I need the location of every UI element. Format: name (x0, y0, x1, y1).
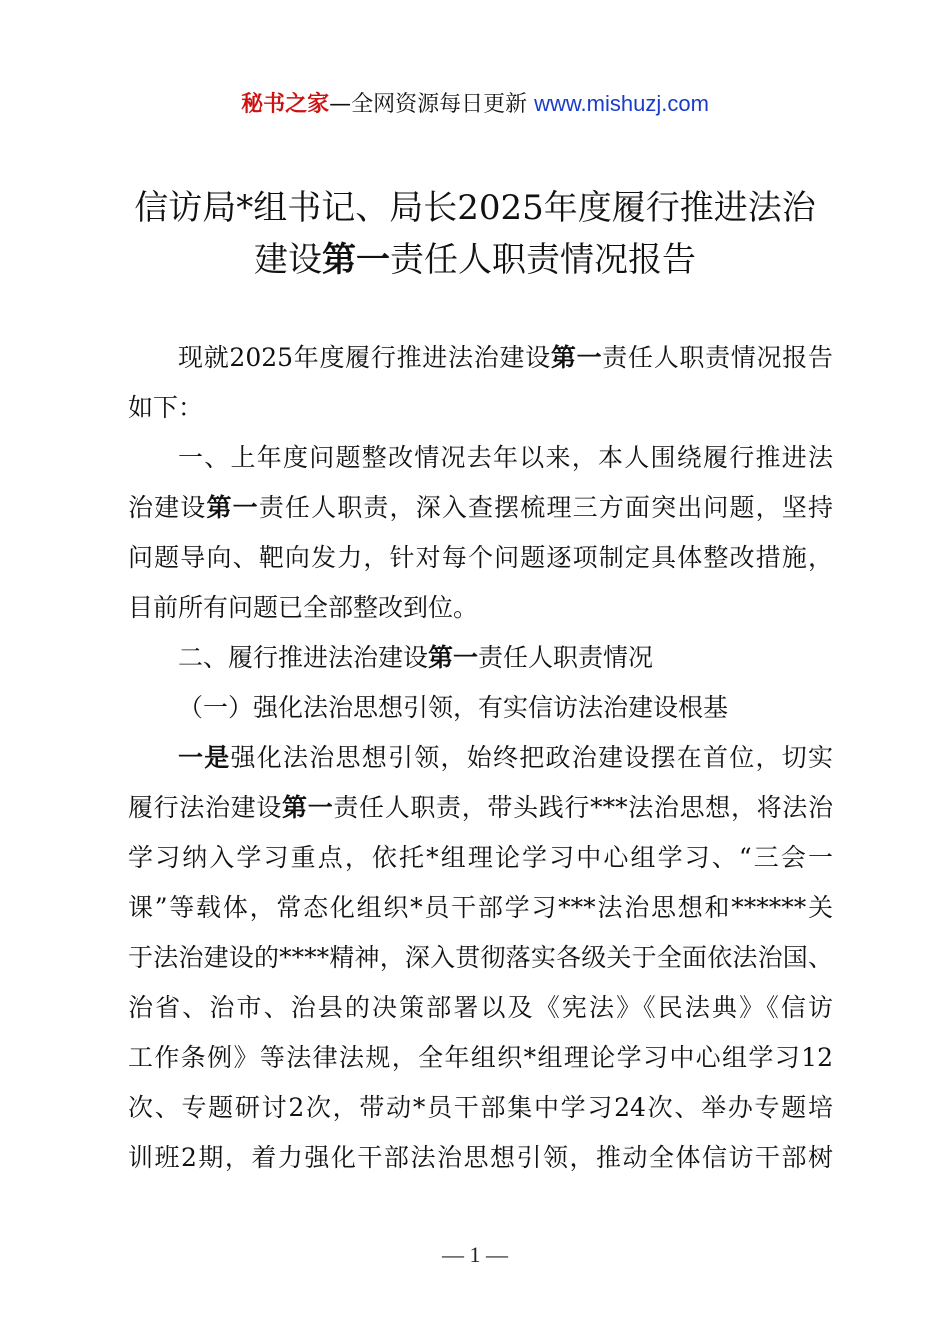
site-url-link[interactable]: www.mishuzj.com (534, 91, 709, 116)
title-line-2 (100, 234, 850, 286)
title-bold-text: 第一 (322, 240, 390, 280)
title-text: 建设 (254, 240, 322, 280)
document-title (100, 182, 850, 286)
document-body (128, 333, 833, 1183)
subsection1-heading: （一）强化法治思想引领，有实信访法治建设根基 (178, 693, 729, 722)
para1-line-8: 次、专题研讨2次，带动*员干部集中学习24次、举办专题培 (128, 1093, 833, 1122)
para1-line-1: 一是强化法治思想引领，始终把政治建设摆在首位，切实 (178, 743, 833, 772)
section1-line-4: 目前所有问题已全部整改到位。 (128, 593, 479, 622)
title-line-1: 信访局*组书记、局长2025年度履行推进法治 (134, 188, 816, 228)
title-text: 责任人职责情况报告 (390, 240, 696, 280)
para1-line-4: 课”等载体，常态化组织*员干部学习***法治思想和******关 (128, 893, 833, 922)
para1-line-9: 训班2期，着力强化干部法治思想引领，推动全体信访干部树 (128, 1143, 833, 1172)
site-brand: 秘书之家 (241, 92, 330, 117)
para1-line-3: 学习纳入学习重点，依托*组理论学习中心组学习、“三会一 (128, 843, 833, 872)
page-number: — 1 — (442, 1242, 508, 1267)
para1-line-6: 治省、治市、治县的决策部署以及《宪法》《民法典》《信访 (128, 993, 833, 1022)
site-tagline: —全网资源每日更新 (329, 92, 535, 117)
site-header (0, 88, 950, 121)
section1-line-1: 一、上年度问题整改情况去年以来，本人围绕履行推进法 (178, 443, 833, 472)
para1-line-5: 于法治建设的****精神，深入贯彻落实各级关于全面依法治国、 (128, 943, 833, 972)
section1-line-3: 问题导向、靶向发力，针对每个问题逐项制定具体整改措施， (128, 543, 833, 572)
para1-line-2: 履行法治建设第一责任人职责，带头践行***法治思想，将法治 (128, 793, 833, 822)
section2-heading: 二、履行推进法治建设第一责任人职责情况 (178, 643, 654, 672)
intro-line-2: 如下： (128, 393, 204, 422)
para1-line-7: 工作条例》等法律法规，全年组织*组理论学习中心组学习12 (128, 1043, 833, 1072)
section1-line-2: 治建设第一责任人职责，深入查摆梳理三方面突出问题，坚持 (128, 493, 833, 522)
intro-line-1: 现就2025年度履行推进法治建设第一责任人职责情况报告 (178, 343, 833, 372)
